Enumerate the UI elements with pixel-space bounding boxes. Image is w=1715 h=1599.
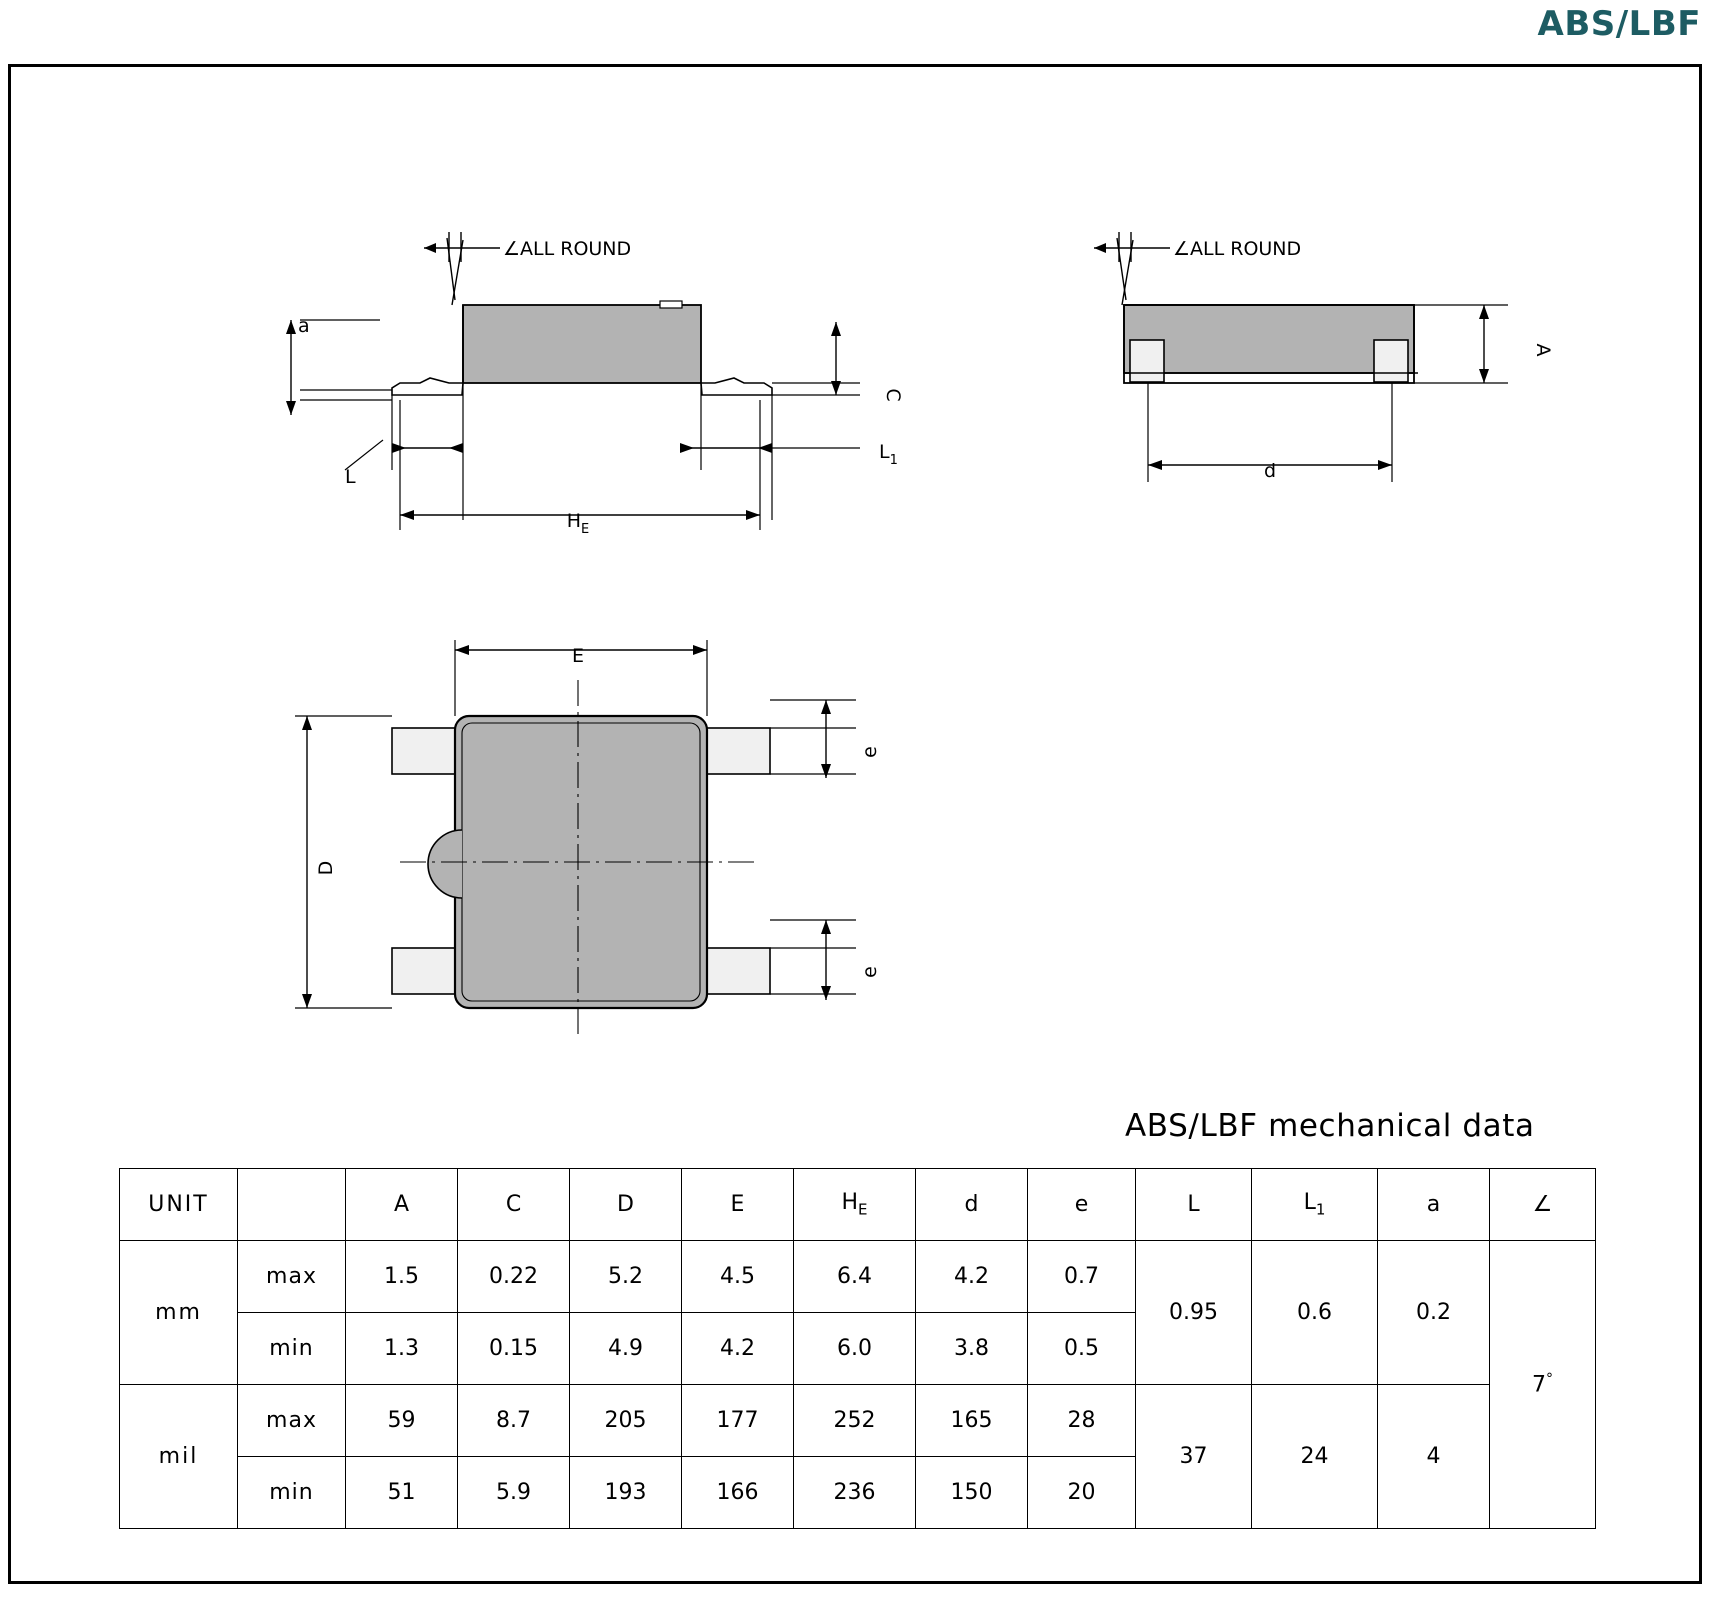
cell-mil-max-E: 177 [682,1385,794,1457]
cell-mm-min-e: 0.5 [1028,1313,1136,1385]
cell-mil-min-d: 150 [916,1457,1028,1529]
cell-mm-L1: 0.6 [1252,1241,1378,1385]
label-a: a [298,315,310,337]
cell-mil-max-HE: 252 [794,1385,916,1457]
header-L1: $L_1$ [1252,1169,1378,1241]
header-L: L [1136,1169,1252,1241]
table-row [120,1241,1596,1313]
cell-mil-min-A: 51 [346,1457,458,1529]
unit-mm: mm [120,1241,238,1385]
label-e-top: e [859,746,881,758]
rowlabel-min: min [238,1457,346,1529]
cell-mm-max-E: 4.5 [682,1241,794,1313]
header-d: d [916,1169,1028,1241]
cell-mm-min-E: 4.2 [682,1313,794,1385]
cell-mm-L: 0.95 [1136,1241,1252,1385]
label-all-round-2: ∠ALL ROUND [1173,238,1302,260]
cell-mil-L1: 24 [1252,1385,1378,1529]
header-unit: UNIT [120,1169,238,1241]
rowlabel-max: max [238,1385,346,1457]
cell-mil-min-e: 20 [1028,1457,1136,1529]
cell-mil-min-E: 166 [682,1457,794,1529]
cell-mil-a: 4 [1378,1385,1490,1529]
label-all-round-1: ∠ALL ROUND [503,238,632,260]
cell-angle: 7° [1490,1241,1596,1529]
rowlabel-min: min [238,1313,346,1385]
cell-mm-min-d: 3.8 [916,1313,1028,1385]
cell-mm-max-A: 1.5 [346,1241,458,1313]
label-D: D [315,860,337,876]
mechanical-data-caption: ABS/LBF mechanical data [1125,1108,1535,1144]
page-title: ABS/LBF [1537,4,1701,44]
cell-mm-min-C: 0.15 [458,1313,570,1385]
cell-mm-max-d: 4.2 [916,1241,1028,1313]
label-L: L [345,466,356,488]
cell-mil-max-d: 165 [916,1385,1028,1457]
label-E: E [571,645,585,667]
unit-mil: mil [120,1385,238,1529]
cell-mm-a: 0.2 [1378,1241,1490,1385]
label-HE: $H_E$ [566,510,590,537]
cell-mil-max-D: 205 [570,1385,682,1457]
header-C: C [458,1169,570,1241]
header-angle: ∠ [1490,1169,1596,1241]
mechanical-data-table-wrap [119,1168,1595,1529]
cell-mm-max-e: 0.7 [1028,1241,1136,1313]
cell-mm-min-HE: 6.0 [794,1313,916,1385]
label-C: C [882,388,904,402]
header-A: A [346,1169,458,1241]
label-L1: $L_1$ [879,441,898,468]
label-e-bottom: e [859,966,881,978]
cell-mm-min-D: 4.9 [570,1313,682,1385]
cell-mm-max-HE: 6.4 [794,1241,916,1313]
header-a: a [1378,1169,1490,1241]
header-HE: $H_E$ [794,1169,916,1241]
cell-mil-min-HE: 236 [794,1457,916,1529]
cell-mil-min-C: 5.9 [458,1457,570,1529]
header-blank [238,1169,346,1241]
rowlabel-max: max [238,1241,346,1313]
cell-mil-max-C: 8.7 [458,1385,570,1457]
label-d: d [1263,460,1277,482]
cell-mil-max-A: 59 [346,1385,458,1457]
table-row [120,1385,1596,1457]
cell-mm-max-D: 5.2 [570,1241,682,1313]
cell-mm-max-C: 0.22 [458,1241,570,1313]
cell-mm-min-A: 1.3 [346,1313,458,1385]
cell-mil-min-D: 193 [570,1457,682,1529]
header-D: D [570,1169,682,1241]
header-E: E [682,1169,794,1241]
label-A: A [1532,343,1554,357]
table-header-row [120,1169,1596,1241]
cell-mil-max-e: 28 [1028,1385,1136,1457]
header-e: e [1028,1169,1136,1241]
mechanical-data-table [119,1168,1596,1529]
cell-mil-L: 37 [1136,1385,1252,1529]
